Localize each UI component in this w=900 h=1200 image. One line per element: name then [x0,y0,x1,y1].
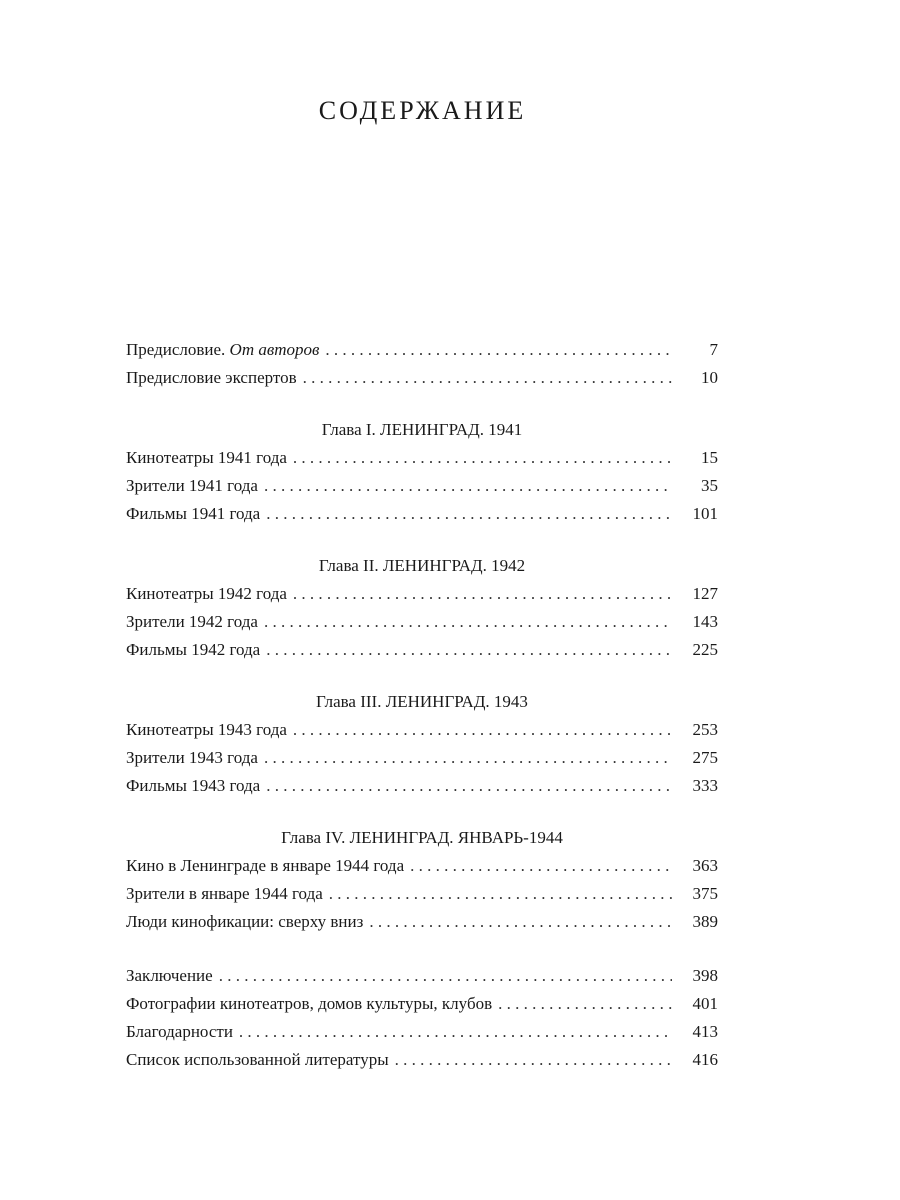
toc-entry-page: 389 [692,912,718,931]
toc-entry[interactable] [126,580,718,608]
dot-leader [498,990,672,1018]
toc-entry[interactable] [126,444,718,472]
dot-leader [293,444,672,472]
toc-entry[interactable] [126,1046,718,1074]
toc-entry-title: Зрители в январе 1944 года [126,884,323,903]
toc-entry-page: 101 [692,504,718,523]
toc-entry-title: Кинотеатры 1942 года [126,584,287,603]
toc-entry[interactable] [126,1018,718,1046]
toc-entry[interactable] [126,500,718,528]
toc-entry-page: 253 [692,720,718,739]
toc-entry-title: Кино в Ленинграде в январе 1944 года [126,856,405,875]
toc-entry-title: Кинотеатры 1941 года [126,448,287,467]
dot-leader [264,472,672,500]
dot-leader [219,962,672,990]
toc-entry-page: 15 [701,448,718,467]
toc-entry[interactable] [126,336,718,364]
toc-entry-page: 375 [692,884,718,903]
toc-entry-page: 35 [701,476,718,495]
toc-entry-page: 333 [692,776,718,795]
dot-leader [266,500,672,528]
chapter-4 [126,824,718,936]
toc-entry-title: Люди кинофикации: сверху вниз [126,912,364,931]
dot-leader [264,744,672,772]
toc-entry[interactable] [126,744,718,772]
toc-entry-title-italic: От авторов [229,340,320,359]
toc-entry-page: 363 [692,856,718,875]
toc-entry[interactable] [126,772,718,800]
toc-entry-title: Предисловие экспертов [126,368,297,387]
front-matter [126,336,718,392]
back-matter [126,962,718,1074]
chapter-heading[interactable]: Глава IV. ЛЕНИНГРАД. ЯНВАРЬ-1944 [281,828,563,847]
toc-entry-page: 275 [692,748,718,767]
toc-entry-page: 143 [692,612,718,631]
dot-leader [325,336,672,364]
chapter-2 [126,552,718,664]
toc-entry-title: Заключение [126,966,213,985]
dot-leader [303,364,672,392]
toc-entry[interactable] [126,636,718,664]
toc-entry-title: Зрители 1943 года [126,748,258,767]
toc-entry-title: Зрители 1941 года [126,476,258,495]
toc-entry-title: Фильмы 1941 года [126,504,261,523]
toc-entry[interactable] [126,716,718,744]
table-of-contents [126,336,718,1074]
dot-leader [239,1018,672,1046]
toc-entry[interactable] [126,364,718,392]
chapter-heading[interactable]: Глава III. ЛЕНИНГРАД. 1943 [316,692,528,711]
toc-entry-title: Фотографии кинотеатров, домов культуры, клубов [126,994,493,1013]
chapter-1 [126,416,718,528]
toc-entry-page: 398 [692,966,718,985]
dot-leader [264,608,672,636]
toc-entry-title: Кинотеатры 1943 года [126,720,287,739]
dot-leader [329,880,672,908]
toc-entry[interactable] [126,990,718,1018]
toc-entry-title: Зрители 1942 года [126,612,258,631]
chapter-3 [126,688,718,800]
toc-entry-page: 401 [692,994,718,1013]
dot-leader [266,772,672,800]
dot-leader [410,852,672,880]
toc-entry-title: Список использованной литературы [126,1050,389,1069]
dot-leader [266,636,672,664]
toc-entry[interactable] [126,880,718,908]
chapter-heading[interactable]: Глава II. ЛЕНИНГРАД. 1942 [318,556,526,575]
dot-leader [293,716,672,744]
section-spacer [126,936,718,962]
page-title: СОДЕРЖАНИЕ [318,96,527,125]
dot-leader [293,580,672,608]
dot-leader [395,1046,672,1074]
toc-entry[interactable] [126,852,718,880]
chapter-heading[interactable]: Глава I. ЛЕНИНГРАД. 1941 [321,420,523,439]
toc-entry-page: 7 [709,340,718,359]
toc-entry-page: 413 [692,1022,718,1041]
toc-entry-page: 127 [692,584,718,603]
toc-entry-page: 225 [692,640,718,659]
toc-entry-page: 10 [701,368,718,387]
toc-entry[interactable] [126,608,718,636]
toc-entry-title: Благодарности [126,1022,233,1041]
toc-entry[interactable] [126,472,718,500]
dot-leader [369,908,672,936]
toc-entry-title: Фильмы 1943 года [126,776,261,795]
toc-entry-title: Фильмы 1942 года [126,640,261,659]
toc-entry-page: 416 [692,1050,718,1069]
toc-entry[interactable] [126,908,718,936]
toc-entry-title: Предисловие. От авторов [126,340,320,359]
toc-entry[interactable] [126,962,718,990]
